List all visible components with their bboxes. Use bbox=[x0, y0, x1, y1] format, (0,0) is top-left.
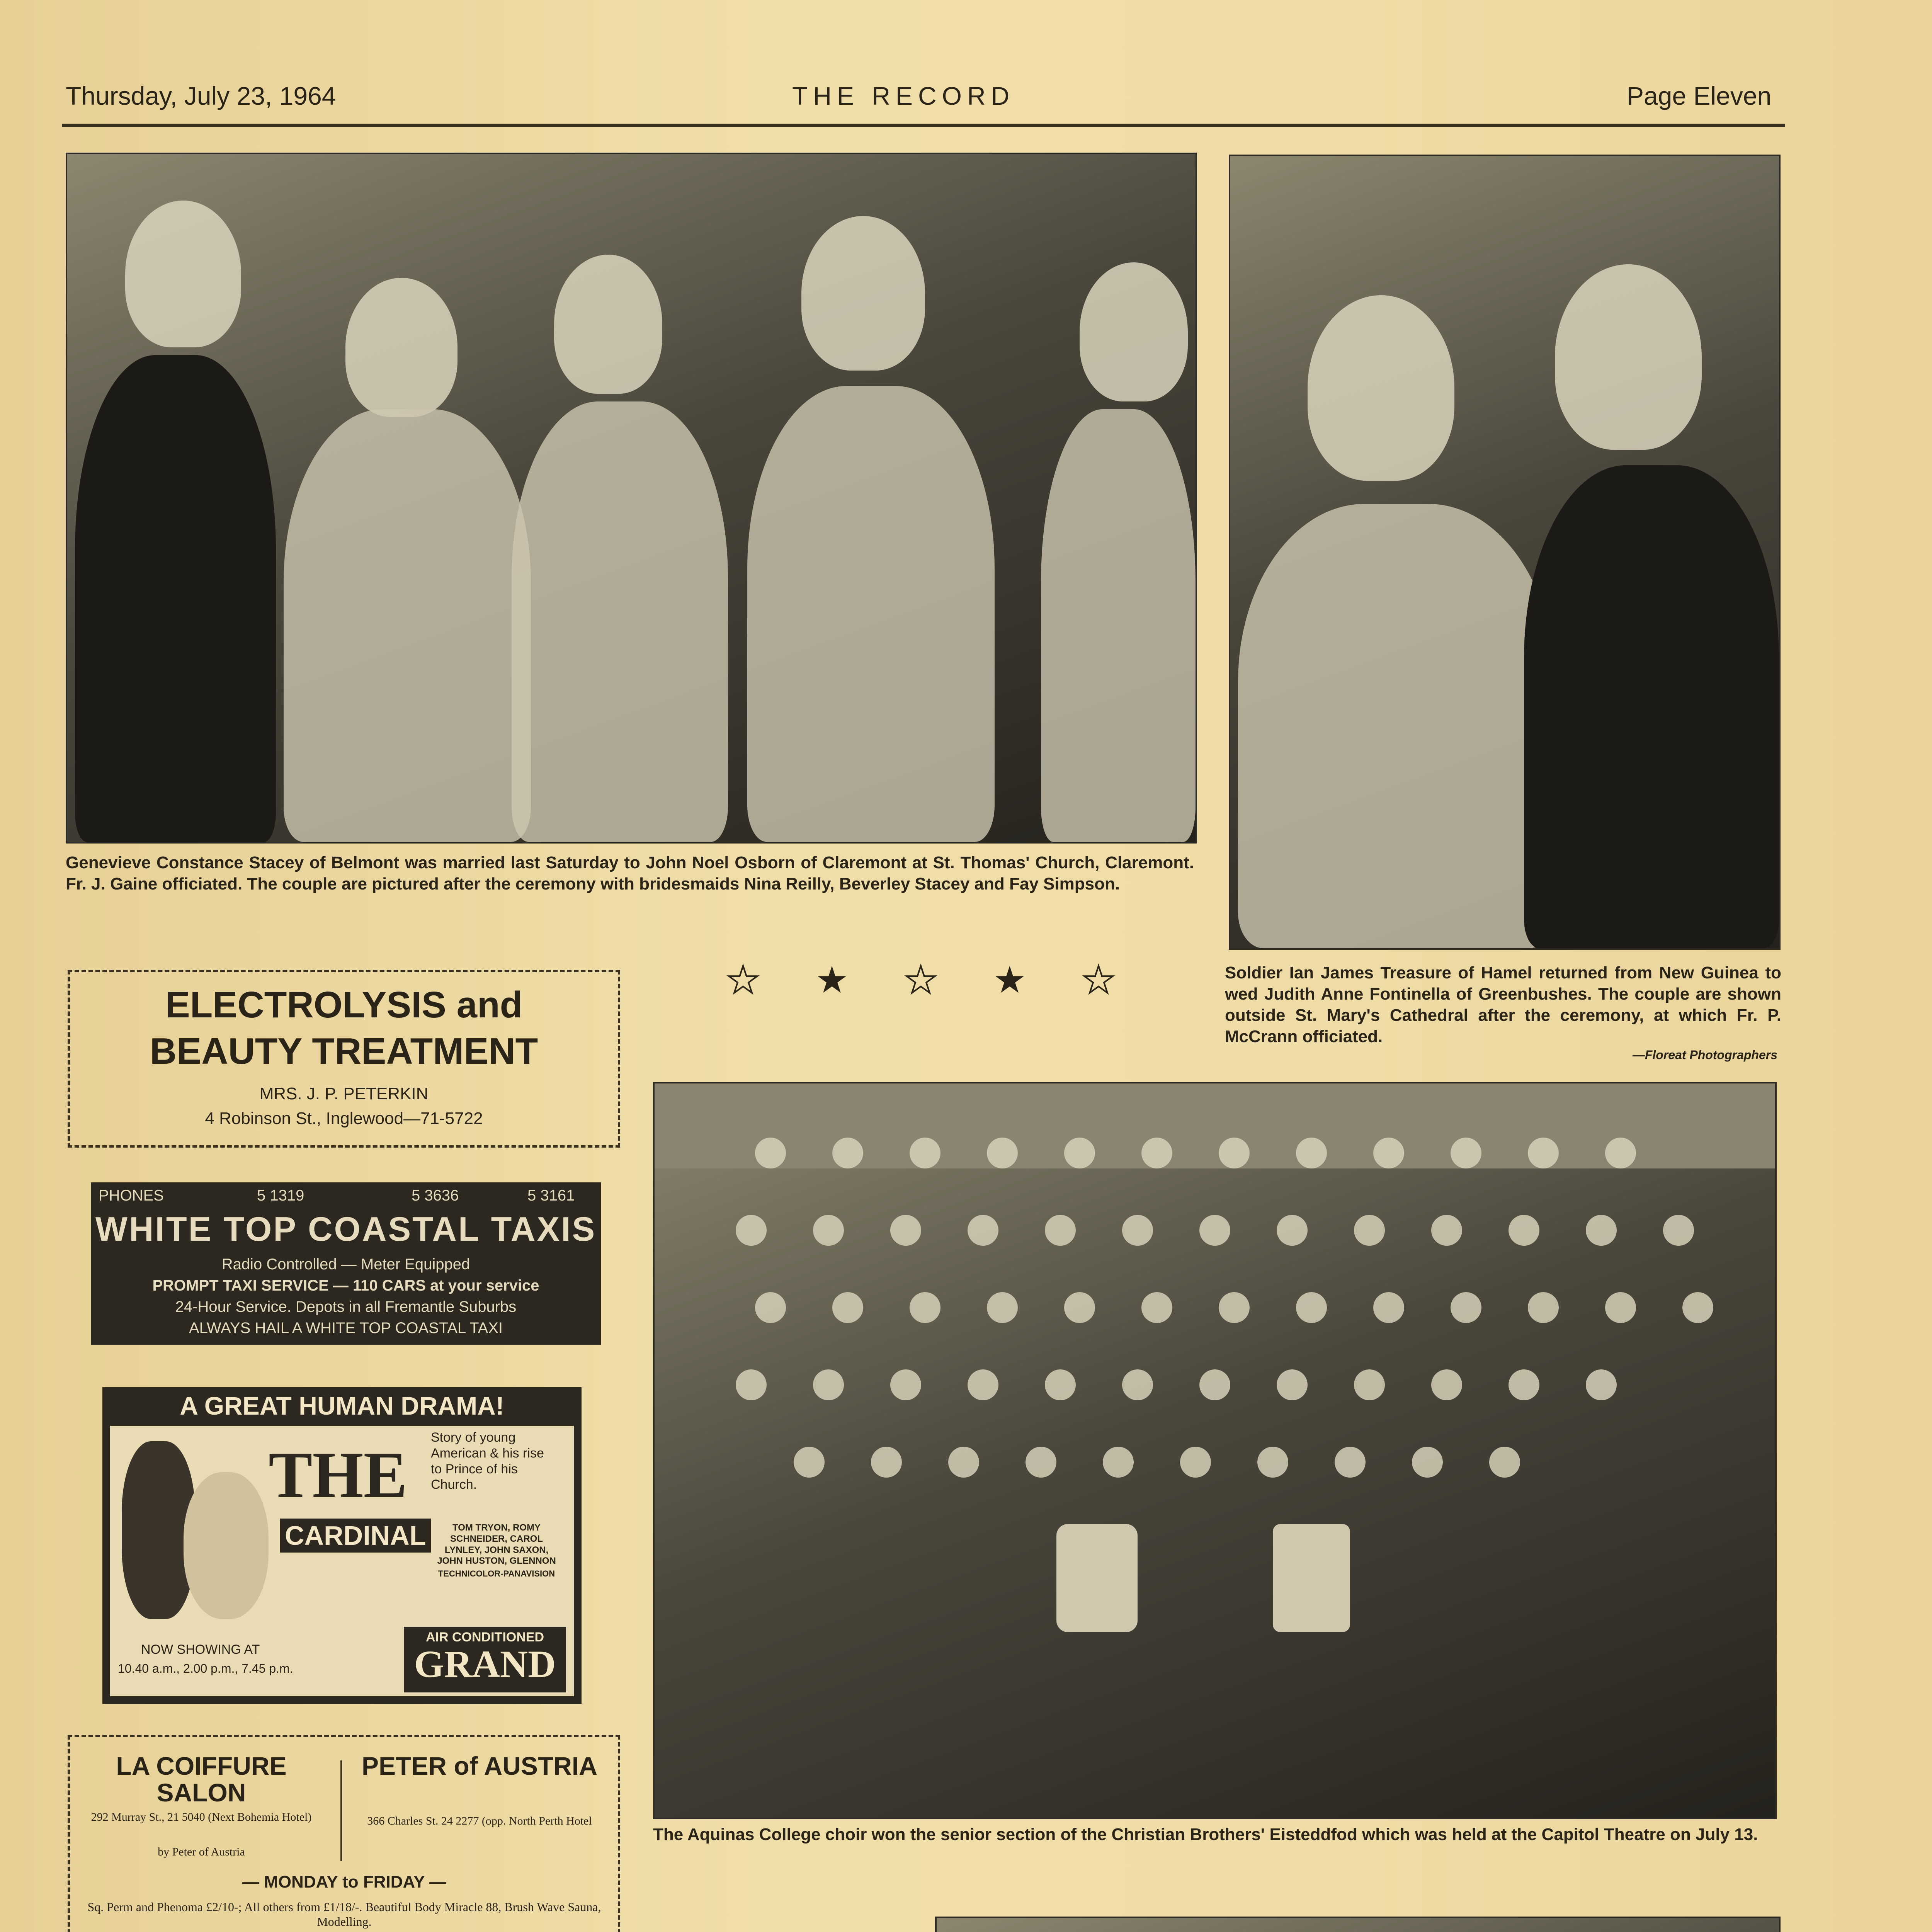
regina-photo bbox=[935, 1917, 1781, 1932]
star-hollow-icon: ★ bbox=[904, 959, 938, 1001]
cardinal-poster bbox=[110, 1426, 574, 1696]
divider bbox=[340, 1760, 342, 1861]
choir-caption: The Aquinas College choir won the senior section of the Christian Brothers' Eisteddfod which was held at the Capitol Theatre on July 13. bbox=[653, 1825, 1758, 1844]
salon-address: 366 Charles St. 24 2277 (opp. North Perth Hotel bbox=[367, 1815, 592, 1827]
phone-number: 5 1319 bbox=[257, 1187, 304, 1204]
wedding-caption: Genevieve Constance Stacey of Belmont was married last Saturday to John Noel Osborn of Claremont at St. Thomas' Church, Claremont. Fr. J. Gaine officiated. The couple are pictured after the ceremony with bridesmaids Nina Reilly, Beverley Stacey and Fay Simpson. bbox=[66, 853, 1194, 893]
taxi-title: WHITE TOP COASTAL TAXIS bbox=[95, 1210, 597, 1248]
masthead: THE RECORD bbox=[792, 82, 1015, 110]
movie-story: Story of young American & his rise to Prince of his Church. bbox=[431, 1430, 544, 1492]
salon-offer: Sq. Perm and Phenoma £2/10-; All others from £1/18/-. Beautiful Body Miracle 88, Brush Wave Sauna, Modelling. bbox=[87, 1900, 601, 1929]
showing-times: 10.40 a.m., 2.00 p.m., 7.45 p.m. bbox=[118, 1662, 293, 1675]
soldier-caption: Soldier Ian James Treasure of Hamel returned from New Guinea to wed Judith Anne Fontinella of Greenbushes. The couple are shown outside St. Mary's Cathedral after the ceremony, at which Fr. P. McCrann officiated. bbox=[1225, 963, 1781, 1046]
taxi-ad bbox=[91, 1182, 601, 1345]
ad-title: BEAUTY TREATMENT bbox=[150, 1031, 538, 1072]
cardinal-ad bbox=[102, 1387, 582, 1704]
salon-days: — MONDAY to FRIDAY — bbox=[242, 1872, 447, 1891]
movie-process: TECHNICOLOR-PANAVISION bbox=[438, 1569, 555, 1578]
taxi-line: Radio Controlled — Meter Equipped bbox=[221, 1256, 470, 1273]
trophy-shield-icon bbox=[1273, 1524, 1350, 1632]
salon-title: PETER of AUSTRIA bbox=[362, 1752, 597, 1780]
star-hollow-icon: ★ bbox=[726, 959, 760, 1001]
air-conditioned-label: AIR CONDITIONED bbox=[426, 1630, 544, 1645]
soldier-wedding-photo bbox=[1229, 155, 1781, 950]
wedding-photo bbox=[66, 153, 1197, 844]
star-hollow-icon: ★ bbox=[1082, 959, 1116, 1001]
ad-name: MRS. J. P. PETERKIN bbox=[259, 1084, 429, 1103]
movie-title-the: THE bbox=[269, 1439, 408, 1511]
salon-by: by Peter of Austria bbox=[158, 1845, 245, 1858]
photo-credit: —Floreat Photographers bbox=[1632, 1048, 1777, 1062]
theatre-badge bbox=[404, 1627, 566, 1692]
phones-label: PHONES bbox=[99, 1187, 164, 1204]
coiffure-ad bbox=[68, 1735, 620, 1932]
movie-cast: TOM TRYON, ROMY SCHNEIDER, CAROL LYNLEY, JOHN SAXON, JOHN HUSTON, GLENNON bbox=[437, 1522, 556, 1566]
page-number: Page Eleven bbox=[1627, 82, 1772, 110]
star-solid-icon: ★ bbox=[993, 959, 1027, 1001]
theatre-name: GRAND bbox=[414, 1643, 556, 1685]
header-rule bbox=[62, 124, 1785, 127]
actress-photo bbox=[184, 1472, 269, 1619]
choir-photo bbox=[653, 1082, 1777, 1819]
phone-number: 5 3161 bbox=[527, 1187, 575, 1204]
issue-date: Thursday, July 23, 1964 bbox=[66, 82, 336, 110]
star-solid-icon: ★ bbox=[815, 959, 849, 1001]
taxi-line: ALWAYS HAIL A WHITE TOP COASTAL TAXI bbox=[189, 1320, 503, 1337]
electrolysis-ad bbox=[68, 970, 620, 1148]
salon-address: 292 Murray St., 21 5040 (Next Bohemia Hotel) bbox=[91, 1811, 312, 1823]
ad-address: 4 Robinson St., Inglewood—71-5722 bbox=[205, 1109, 483, 1128]
taxi-line: PROMPT TAXI SERVICE — 110 CARS at your service bbox=[152, 1277, 539, 1294]
phone-number: 5 3636 bbox=[412, 1187, 459, 1204]
ad-banner: A GREAT HUMAN DRAMA! bbox=[180, 1391, 504, 1420]
salon-title: LA COIFFURE SALON bbox=[116, 1752, 287, 1807]
movie-title: CARDINAL bbox=[280, 1519, 431, 1553]
showing-label: NOW SHOWING AT bbox=[141, 1642, 260, 1657]
trophy-shield-icon bbox=[1056, 1524, 1138, 1632]
ad-title: ELECTROLYSIS and bbox=[165, 984, 523, 1026]
taxi-line: 24-Hour Service. Depots in all Fremantle Suburbs bbox=[175, 1298, 517, 1315]
